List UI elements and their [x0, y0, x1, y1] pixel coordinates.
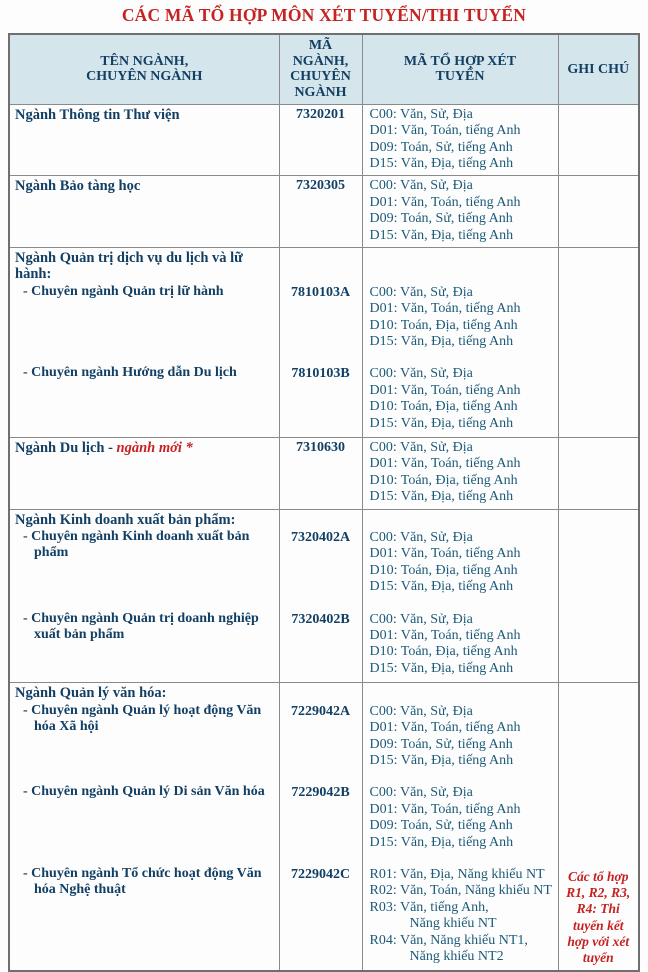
combo-line: D09: Toán, Sử, tiếng Anh [369, 139, 513, 155]
exam-note: Các tổ hợp R1, R2, R3, R4: Thi tuyển kết hợp với xét tuyển [566, 869, 631, 966]
submajor-name: - Chuyên ngành Tổ chức hoạt động Văn hóa Nghệ thuật [9, 865, 279, 971]
combo-line: D15: Văn, Địa, tiếng Anh [369, 834, 514, 850]
combo-line: C00: Văn, Sử, Địa [369, 178, 473, 194]
combo-line-continuation: Năng khiếu NT2 [409, 948, 504, 964]
combo-line: D15: Văn, Địa, tiếng Anh [369, 227, 514, 243]
combo-line: R01: Văn, Địa, Năng khiếu NT [369, 866, 545, 882]
note-cell [558, 610, 639, 683]
table-subrow [9, 364, 639, 437]
table-row [9, 104, 639, 176]
table-row [9, 176, 639, 248]
combo-line: R04: Văn, Năng khiếu NT1, [369, 932, 528, 948]
combo-line: C00: Văn, Sử, Địa [369, 785, 473, 801]
table-subrow [9, 702, 639, 784]
combo-list [362, 702, 558, 784]
combo-list [362, 283, 558, 365]
submajor-name: - Chuyên ngành Quản lý Di sản Văn hóa [9, 783, 279, 865]
major-code: 7320402A [279, 528, 362, 610]
combo-line: D15: Văn, Địa, tiếng Anh [369, 489, 514, 505]
header-ghi-chu: GHI CHÚ [558, 34, 639, 104]
combo-line: D09: Toán, Sử, tiếng Anh [369, 736, 513, 752]
combo-line: D10: Toán, Địa, tiếng Anh [369, 399, 518, 415]
table-subrow [9, 865, 639, 971]
major-code: 7810103B [279, 364, 362, 437]
group-title: Ngành Quản trị dịch vụ du lịch và lữ hành: [9, 247, 279, 282]
major-code: 7320305 [279, 176, 362, 248]
major-code: 7229042C [279, 865, 362, 971]
group-title: Ngành Kinh doanh xuất bản phẩm: [9, 509, 279, 528]
combo-list [362, 438, 558, 510]
table-subrow [9, 783, 639, 865]
group-title-row [9, 509, 639, 528]
note-cell [558, 176, 639, 248]
note-cell [558, 104, 639, 176]
combo-line: D15: Văn, Địa, tiếng Anh [369, 579, 514, 595]
note-cell [558, 364, 639, 437]
header-row [9, 34, 639, 104]
major-code: 7320201 [279, 104, 362, 176]
combo-list [362, 865, 558, 971]
combo-line: D01: Văn, Toán, tiếng Anh [369, 546, 521, 562]
combo-line-continuation: Năng khiếu NT [409, 916, 497, 932]
submajor-name: - Chuyên ngành Hướng dẫn Du lịch [9, 364, 279, 437]
table-subrow [9, 283, 639, 365]
combo-list [362, 610, 558, 683]
submajor-name: - Chuyên ngành Quản trị doanh nghiệp xuất bản phẩm [9, 610, 279, 683]
combo-line: D01: Văn, Toán, tiếng Anh [369, 456, 521, 472]
major-code: 7810103A [279, 283, 362, 365]
combo-line: D01: Văn, Toán, tiếng Anh [369, 194, 521, 210]
submajor-name: - Chuyên ngành Quản lý hoạt động Văn hóa Xã hội [9, 702, 279, 784]
combo-line: C00: Văn, Sử, Địa [369, 703, 473, 719]
combo-line: D10: Toán, Địa, tiếng Anh [369, 644, 518, 660]
combo-line: R02: Văn, Toán, Năng khiếu NT [369, 883, 552, 899]
note-cell [558, 865, 639, 971]
note-cell [558, 783, 639, 865]
group-title: Ngành Quản lý văn hóa: [9, 683, 279, 702]
combo-line: C00: Văn, Sử, Địa [369, 611, 473, 627]
combo-list [362, 528, 558, 610]
combo-list [362, 104, 558, 176]
major-code: 7310630 [279, 438, 362, 510]
combo-line: D01: Văn, Toán, tiếng Anh [369, 628, 521, 644]
header-ma-to-hop: MÃ TỔ HỢP XÉT TUYỂN [362, 34, 558, 104]
major-code: 7229042B [279, 783, 362, 865]
header-ten-nganh: TÊN NGÀNH, CHUYÊN NGÀNH [9, 34, 279, 104]
combo-line: D10: Toán, Địa, tiếng Anh [369, 472, 518, 488]
combo-line: D09: Toán, Sử, tiếng Anh [369, 211, 513, 227]
combo-line: R03: Văn, tiếng Anh, [369, 899, 489, 915]
note-cell [558, 438, 639, 510]
combo-line: D15: Văn, Địa, tiếng Anh [369, 155, 514, 171]
combo-line: D15: Văn, Địa, tiếng Anh [369, 415, 514, 431]
combo-line: C00: Văn, Sử, Địa [369, 366, 473, 382]
major-code: 7229042A [279, 702, 362, 784]
major-name: Ngành Thông tin Thư viện [9, 104, 279, 176]
table-row [9, 438, 639, 510]
note-cell [558, 283, 639, 365]
combo-line: D10: Toán, Địa, tiếng Anh [369, 317, 518, 333]
note-cell [558, 702, 639, 784]
combo-line: D01: Văn, Toán, tiếng Anh [369, 801, 521, 817]
major-name: Ngành Bảo tàng học [9, 176, 279, 248]
group-title-row [9, 247, 639, 282]
combo-line: C00: Văn, Sử, Địa [369, 530, 473, 546]
note-cell [558, 528, 639, 610]
table-subrow [9, 528, 639, 610]
combo-line: D01: Văn, Toán, tiếng Anh [369, 720, 521, 736]
combo-line: D15: Văn, Địa, tiếng Anh [369, 333, 514, 349]
major-code: 7320402B [279, 610, 362, 683]
combo-line: D01: Văn, Toán, tiếng Anh [369, 301, 521, 317]
combo-line: D10: Toán, Địa, tiếng Anh [369, 562, 518, 578]
combo-line: C00: Văn, Sử, Địa [369, 440, 473, 455]
group-title-row [9, 683, 639, 702]
combo-list [362, 364, 558, 437]
combo-line: D01: Văn, Toán, tiếng Anh [369, 382, 521, 398]
table-subrow [9, 610, 639, 683]
combo-line: C00: Văn, Sử, Địa [369, 106, 473, 122]
combo-line: D09: Toán, Sử, tiếng Anh [369, 818, 513, 834]
combo-list [362, 783, 558, 865]
page-title: CÁC MÃ TỔ HỢP MÔN XÉT TUYỂN/THI TUYỂN [121, 5, 527, 25]
admission-codes-table [8, 33, 640, 972]
submajor-name: - Chuyên ngành Quản trị lữ hành [9, 283, 279, 365]
combo-line: C00: Văn, Sử, Địa [369, 284, 473, 300]
major-name: Ngành Du lịch - ngành mới * [9, 438, 279, 510]
combo-list [362, 176, 558, 248]
combo-line: D15: Văn, Địa, tiếng Anh [369, 660, 514, 676]
submajor-name: - Chuyên ngành Kinh doanh xuất bản phẩm [9, 528, 279, 610]
header-ma-nganh: MÃ NGÀNH, CHUYÊN NGÀNH [279, 34, 362, 104]
new-major-flag: ngành mới * [116, 440, 193, 456]
combo-line: D15: Văn, Địa, tiếng Anh [369, 752, 514, 768]
combo-line: D01: Văn, Toán, tiếng Anh [369, 123, 521, 139]
